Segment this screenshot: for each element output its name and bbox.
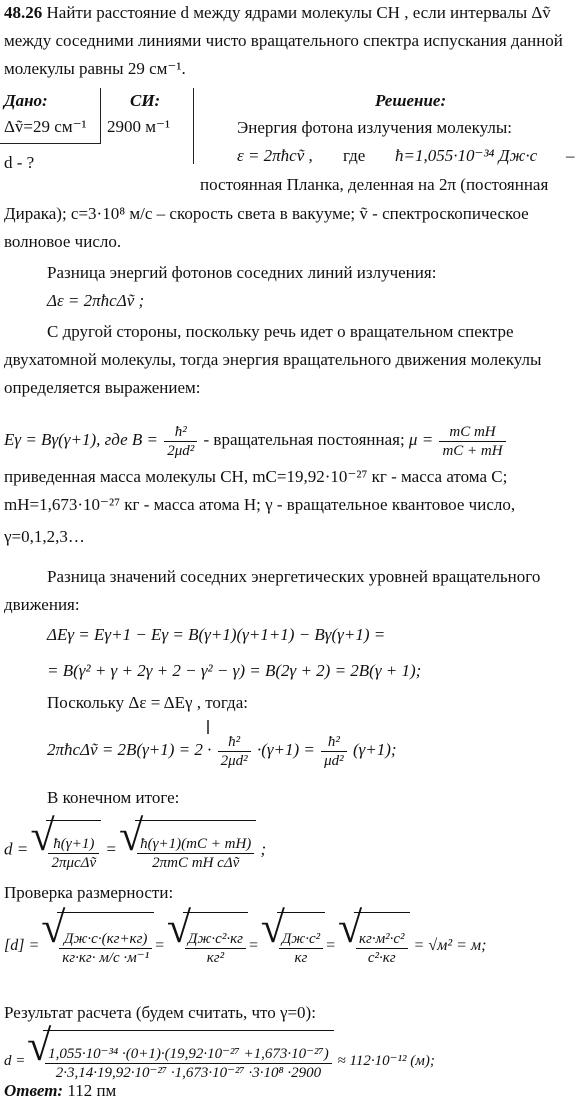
given-dv-si: 2900 м⁻¹ — [107, 117, 171, 136]
solution-header: Решение: — [375, 91, 447, 110]
sol-text-13: движения: — [4, 595, 80, 614]
problem-text-1: Найти расстояние d между ядрами молекулы CH , если интервалы Δṽ — [46, 3, 551, 22]
answer-label: Ответ: — [4, 1081, 64, 1100]
sol-text-3: Дирака); c=3·10⁸ м/с – скорость света в вакууме; ṽ - спектроскопическое — [4, 204, 529, 223]
given-dv: Δṽ=29 см⁻¹ — [4, 117, 87, 136]
f3-b-fraction: $\frac{\text{ħ²}}{\text{2μd²}}$ — [164, 423, 197, 460]
problem-number: 48.26 — [4, 3, 43, 22]
f3-a: Eγ = Bγ(γ+1), где B = — [4, 430, 158, 449]
sol-text-1: Энергия фотона излучения молекулы: — [237, 118, 513, 137]
sol-text-16: Проверка размерности: — [4, 883, 174, 902]
formula-where: где — [343, 146, 366, 165]
si-header: СИ: — [130, 91, 161, 110]
answer-value: 112 пм — [67, 1081, 117, 1100]
table-divider-2 — [193, 88, 194, 164]
sol-text-14: Поскольку Δε = ΔEγ , тогда: — [47, 693, 248, 712]
problem-line-1 — [4, 2, 580, 24]
f6-sqrt-2: √ $\frac{ħ(\gamma+1)(mC + mH)}{\text{2πmC mH cΔṽ}}$ — [121, 820, 256, 881]
sol-text-4: волновое число. — [4, 232, 122, 251]
formula-numeric-result: d = √ $\frac{\text{1,055·10⁻³⁴ ·(0+1)·(19,92·10⁻²⁷ +1,673·10⁻²⁷)}}{\text{2·3,14·19,92·10⁻²⁷ ·1,673·10⁻²⁷ ·3·10⁸ ·2900}}$ ≈ 112·10⁻¹² (м); — [4, 1030, 580, 1090]
given-find: d - ? — [4, 153, 35, 172]
formula-distance: d = √ $\frac{ħ(\gamma+1)}{\text{2πμcΔṽ}}$ = √ $\frac{ħ(\gamma+1)(mC + mH)}{\text{2πmC mH cΔṽ}}$ ; — [4, 820, 580, 878]
sol-text-5: Разница энергий фотонов соседних линий излучения: — [47, 263, 437, 282]
sol-text-8: определяется выражением: — [4, 378, 201, 397]
sol-text-17: Результат расчета (будем считать, что γ=0): — [4, 1003, 316, 1022]
formula-rotational-energy — [4, 418, 580, 462]
sol-text-6: С другой стороны, поскольку речь идет о вращательном спектре — [47, 322, 514, 341]
formula-dimension-check: [d] = √ $\frac{Дж\cdot с\cdot(кг+кг)}{\text{кг·кг· м/с ·м⁻¹}}$ = √ $\frac{\text{Дж·с²·кг}}{\text{кг²}}$ = √ $\frac{\text{Дж·с²}}{кг}$ = √ $\frac{\text{кг·м²·с²}}{\text{с²·кг}}$ = √м² = м; — [4, 912, 580, 978]
formula-photon-energy: ε = 2πħcṽ , — [237, 146, 313, 165]
table-underline — [0, 143, 100, 144]
f5-fraction-2: $\frac{\text{ħ²}}{\text{μd²}}$ — [321, 733, 347, 770]
sol-text-7: двухатомной молекулы, тогда энергия вращательного движения молекулы — [4, 350, 542, 369]
sol-text-10: mH=1,673·10⁻²⁷ кг - масса атома H; γ - вращательное квантовое число, — [4, 495, 516, 514]
formula-delta-E-1: ΔEγ = Eγ+1 − Eγ = B(γ+1)(γ+1+1) − Bγ(γ+1) = — [47, 625, 386, 644]
problem-line-3: молекулы равны 29 см⁻¹. — [4, 59, 186, 78]
table-divider-1 — [100, 88, 101, 144]
sol-text-11: γ=0,1,2,3… — [4, 527, 85, 546]
formula-equality: 2πħcΔṽ = 2B(γ+1) = 2 · $\frac{\text{ħ²}}{\text{2μd²}}$ ·(γ+1) = $\frac{\text{ħ²}}{\text{μd²}}$ (γ+1); — [47, 733, 397, 769]
answer-line — [4, 1080, 580, 1102]
f6-sqrt-1: √ $\frac{ħ(\gamma+1)}{\text{2πμcΔṽ}}$ — [32, 820, 101, 881]
sol-text-9: приведенная масса молекулы CH, mC=19,92·10⁻²⁷ кг - масса атома C; — [4, 467, 508, 486]
given-header: Дано: — [4, 91, 48, 110]
f3-mu: μ = — [408, 430, 434, 449]
problem-line-2: между соседними линиями чисто вращательного спектра испускания данной — [4, 31, 563, 50]
sol-text-2: постоянная Планка, деленная на 2π (постоянная — [200, 175, 549, 194]
formula-delta-epsilon: Δε = 2πħcΔṽ ; — [47, 291, 145, 310]
formula-hbar-value: ħ=1,055·10⁻³⁴ Дж·с — [395, 146, 538, 165]
f5-fraction-1: $\frac{\text{ħ²}}{\text{2μd²}}$ — [218, 733, 251, 770]
sol-text-12: Разница значений соседних энергетических уровней вращательного — [47, 567, 541, 586]
f3-c: - вращательная постоянная; — [203, 430, 405, 449]
f3-mu-fraction: $\frac{\text{mC mH}}{mC + mH}$ — [439, 423, 505, 460]
sol-text-15: В конечном итоге: — [47, 788, 180, 807]
formula-dash: – — [566, 146, 575, 165]
formula-delta-E-2: = B(γ² + γ + 2γ + 2 − γ² − γ) = B(2γ + 2) = 2B(γ + 1); — [47, 661, 422, 680]
